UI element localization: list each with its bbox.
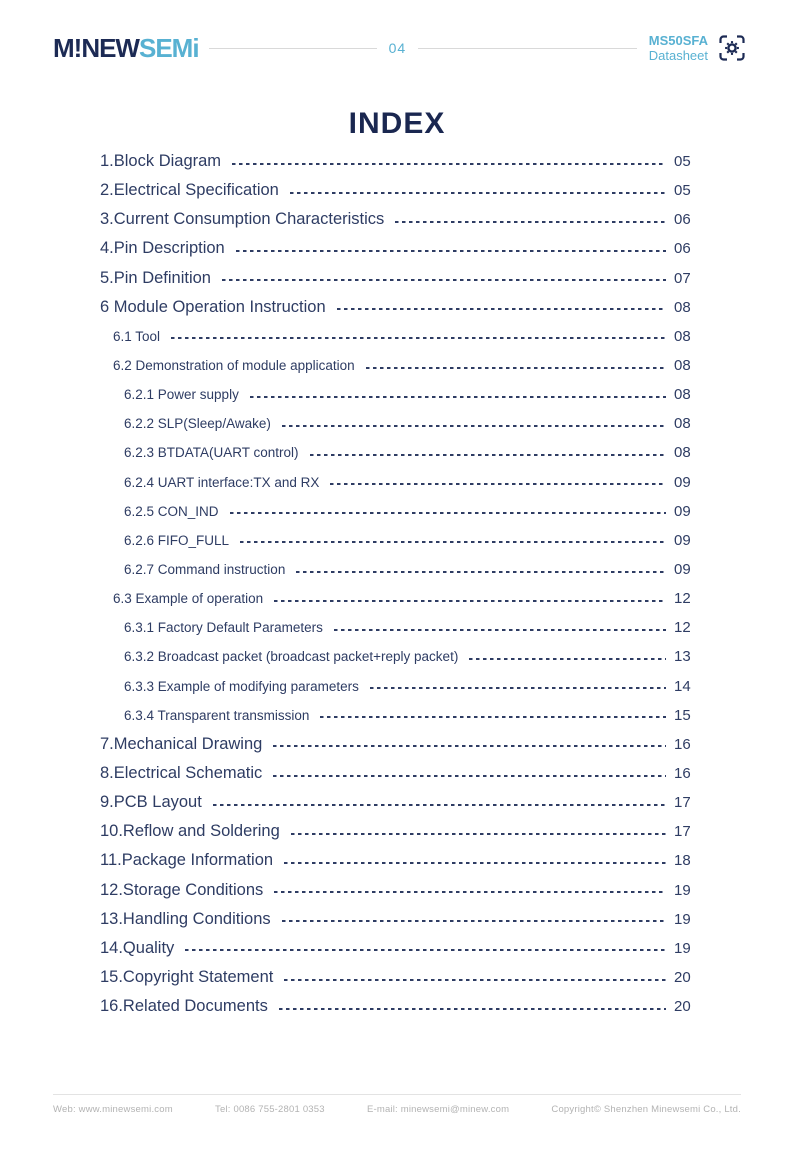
toc-entry[interactable]	[100, 934, 706, 963]
toc-entry-label: 16.Related Documents	[100, 997, 268, 1016]
toc-dotted-leader	[282, 920, 666, 922]
toc-entry-label: 10.Reflow and Soldering	[100, 822, 280, 841]
toc-dotted-leader	[291, 833, 666, 835]
toc-entry-label: 3.Current Consumption Characteristics	[100, 210, 385, 229]
toc-entry-page: 08	[674, 327, 691, 345]
toc-entry-label: 7.Mechanical Drawing	[100, 734, 263, 753]
toc-entry-page: 08	[674, 415, 691, 433]
toc-dotted-leader	[395, 221, 666, 223]
toc-entry[interactable]	[100, 351, 706, 380]
toc-entry-label: 6.3.2 Broadcast packet (broadcast packet+reply packet)	[124, 649, 459, 665]
toc-entry-label: 6.3.3 Example of modifying parameters	[124, 678, 359, 694]
toc-entry-page: 17	[674, 823, 691, 841]
toc-entry-page: 07	[674, 269, 691, 287]
toc-entry[interactable]	[100, 147, 706, 176]
toc-dotted-leader	[232, 163, 666, 165]
toc-entry[interactable]	[100, 468, 706, 497]
toc-entry-label: 6.3.1 Factory Default Parameters	[124, 620, 323, 636]
toc-entry[interactable]	[100, 701, 706, 730]
doc-title-model: MS50SFA	[648, 33, 708, 48]
toc-entry[interactable]	[100, 322, 706, 351]
page-footer	[53, 1094, 741, 1115]
toc-dotted-leader	[273, 745, 666, 747]
toc-entry[interactable]	[100, 409, 706, 438]
toc-entry-label: 12.Storage Conditions	[100, 880, 264, 899]
toc-dotted-leader	[279, 1008, 666, 1010]
toc-entry-page: 16	[674, 765, 691, 783]
toc-dotted-leader	[236, 250, 666, 252]
toc-entry[interactable]	[100, 963, 706, 992]
toc-entry[interactable]	[100, 555, 706, 584]
toc-entry-page: 15	[674, 706, 691, 724]
toc-entry[interactable]	[100, 992, 706, 1021]
toc-entry[interactable]	[100, 817, 706, 846]
toc-entry-page: 09	[674, 473, 691, 491]
toc-entry-label: 6.1 Tool	[113, 328, 161, 344]
toc-entry-label: 6.2.7 Command instruction	[124, 562, 286, 578]
toc-entry-page: 08	[674, 386, 691, 404]
toc-dotted-leader	[296, 571, 666, 573]
toc-entry[interactable]	[100, 876, 706, 905]
toc-entry-label: 6.3 Example of operation	[113, 591, 264, 607]
toc-entry[interactable]	[100, 234, 706, 263]
toc-dotted-leader	[282, 425, 666, 427]
toc-entry[interactable]	[100, 205, 706, 234]
toc-entry[interactable]	[100, 613, 706, 642]
toc-dotted-leader	[274, 891, 666, 893]
toc-entry-page: 19	[674, 939, 691, 957]
scan-gear-icon	[718, 34, 746, 62]
toc-entry[interactable]	[100, 730, 706, 759]
toc-entry-label: 15.Copyright Statement	[100, 968, 274, 986]
toc-entry-page: 06	[674, 211, 691, 229]
toc-entry-page: 05	[674, 182, 691, 200]
doc-title-type: Datasheet	[648, 48, 708, 63]
toc-dotted-leader	[273, 775, 666, 777]
toc-dotted-leader	[274, 600, 666, 602]
toc-entry[interactable]	[100, 176, 706, 205]
toc-entry-page: 20	[674, 969, 691, 986]
toc-dotted-leader	[310, 454, 666, 456]
toc-dotted-leader	[334, 629, 666, 631]
toc-entry[interactable]	[100, 293, 706, 322]
toc-entry-page: 14	[674, 677, 691, 695]
header-rule-right	[418, 48, 637, 49]
toc-entry-label: 5.Pin Definition	[100, 268, 211, 287]
toc-entry-label: 6.2.3 BTDATA(UART control)	[124, 445, 299, 461]
toc-entry-label: 9.PCB Layout	[100, 793, 202, 812]
toc-entry-label: 6.3.4 Transparent transmission	[124, 707, 310, 723]
footer-text	[53, 1104, 741, 1115]
toc-entry-label: 6.2.1 Power supply	[124, 387, 239, 403]
toc-entry[interactable]	[100, 380, 706, 409]
toc-entry-page: 17	[674, 794, 691, 812]
toc-entry[interactable]	[100, 264, 706, 293]
toc-dotted-leader	[469, 658, 666, 660]
toc-entry-label: 6.2 Demonstration of module application	[113, 358, 355, 374]
toc-list	[100, 147, 706, 1021]
logo-part-blue: SEMi	[138, 33, 199, 63]
doc-title	[649, 33, 708, 63]
toc-entry[interactable]	[100, 905, 706, 934]
footer-rule	[53, 1094, 741, 1095]
toc-entry-label: 11.Package Information	[100, 851, 274, 870]
toc-entry-page: 19	[674, 881, 691, 899]
toc-entry-label: 6.2.2 SLP(Sleep/Awake)	[124, 416, 271, 432]
toc-entry-page: 08	[674, 298, 691, 316]
toc-entry-page: 13	[674, 648, 691, 666]
toc-entry-page: 09	[674, 531, 691, 549]
toc-entry-label: 8.Electrical Schematic	[100, 764, 263, 783]
toc-dotted-leader	[240, 541, 666, 543]
toc-dotted-leader	[330, 483, 666, 485]
toc-dotted-leader	[284, 979, 666, 981]
toc-entry-label: 2.Electrical Specification	[100, 181, 279, 200]
footer-tel: Tel: 0086 755-2801 0353	[215, 1104, 325, 1115]
footer-web: Web: www.minewsemi.com	[53, 1104, 173, 1115]
toc-entry[interactable]	[100, 642, 706, 671]
toc-entry[interactable]	[100, 497, 706, 526]
toc-dotted-leader	[250, 396, 666, 398]
toc-entry[interactable]	[100, 788, 706, 817]
toc-entry-label: 6.2.4 UART interface:TX and RX	[124, 474, 320, 490]
toc-entry[interactable]	[100, 584, 706, 613]
toc-entry[interactable]	[100, 438, 706, 467]
toc-dotted-leader	[230, 512, 666, 514]
toc-entry-label: 1.Block Diagram	[100, 152, 222, 171]
toc-entry-page: 12	[674, 590, 691, 608]
toc-entry-label: 14.Quality	[100, 938, 175, 957]
toc-dotted-leader	[366, 367, 666, 369]
toc-dotted-leader	[320, 716, 666, 718]
toc-dotted-leader	[370, 687, 666, 689]
toc-entry-page: 16	[674, 735, 691, 753]
toc-entry[interactable]	[100, 846, 706, 875]
toc-dotted-leader	[284, 862, 666, 864]
toc-entry[interactable]	[100, 672, 706, 701]
toc-entry-label: 13.Handling Conditions	[100, 909, 271, 928]
toc-entry-page: 06	[674, 240, 691, 258]
toc-entry-page: 09	[674, 502, 691, 520]
toc-entry-label: 4.Pin Description	[100, 239, 225, 258]
toc-dotted-leader	[171, 337, 666, 339]
toc-entry[interactable]	[100, 526, 706, 555]
toc-entry-page: 08	[674, 444, 691, 462]
page-header	[53, 28, 746, 68]
logo-part-dark: M!NEW	[53, 33, 139, 63]
toc-dotted-leader	[222, 279, 666, 281]
toc-entry-page: 09	[674, 561, 691, 579]
footer-copyright: Copyright© Shenzhen Minewsemi Co., Ltd.	[551, 1104, 741, 1115]
minewsemi-logo	[53, 35, 199, 61]
toc-entry-page: 20	[674, 998, 691, 1016]
toc-entry-page: 12	[674, 619, 691, 637]
toc-entry-label: 6.2.6 FIFO_FULL	[124, 532, 230, 548]
header-rule-left	[209, 48, 377, 49]
datasheet-page	[0, 28, 794, 1151]
page-title: INDEX	[348, 107, 446, 140]
toc-dotted-leader	[337, 308, 666, 310]
toc-entry-label: 6.2.5 CON_IND	[124, 503, 219, 519]
header-page-number: 04	[388, 40, 407, 56]
toc-entry[interactable]	[100, 759, 706, 788]
toc-dotted-leader	[213, 804, 666, 806]
toc-entry-page: 08	[674, 357, 691, 375]
footer-email: E-mail: minewsemi@minew.com	[366, 1104, 510, 1115]
toc-dotted-leader	[290, 192, 666, 194]
toc-entry-page: 05	[674, 153, 691, 171]
toc-entry-page: 18	[674, 852, 691, 870]
toc-dotted-leader	[185, 949, 666, 951]
toc-entry-label: 6 Module Operation Instruction	[100, 297, 326, 316]
toc-entry-page: 19	[674, 910, 691, 928]
